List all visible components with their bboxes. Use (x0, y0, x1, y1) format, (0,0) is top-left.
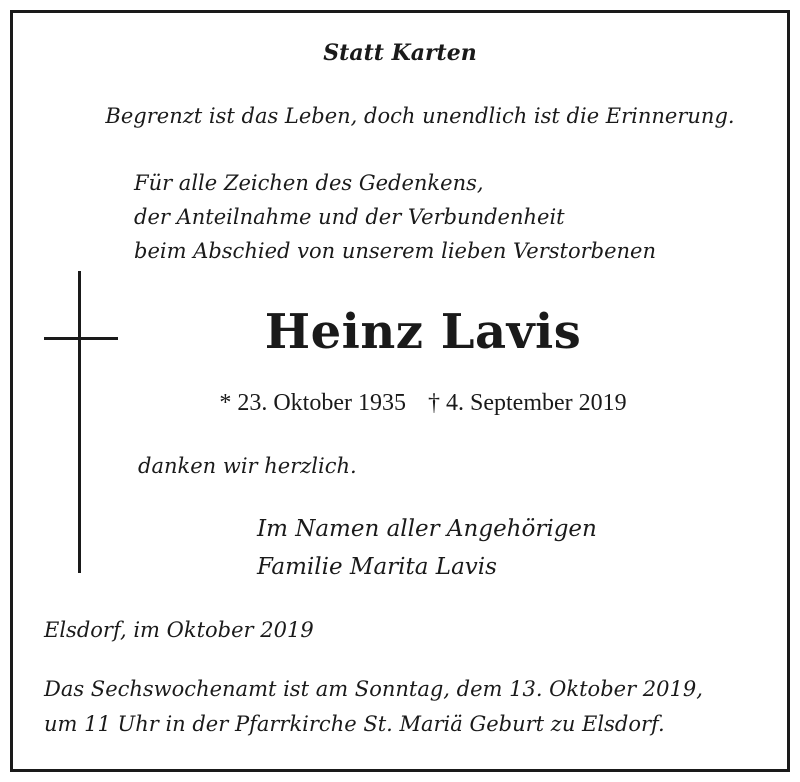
deceased-name: Heinz Lavis (264, 304, 582, 360)
intro-line: der Anteilnahme und der Verbundenheit (134, 205, 565, 229)
death-date: † 4. September 2019 (428, 390, 627, 416)
notice-line: Das Sechswochenamt ist am Sonntag, dem 13. Oktober 2019, (44, 677, 703, 701)
place-date: Elsdorf, im Oktober 2019 (44, 618, 314, 642)
motto: Begrenzt ist das Leben, doch unendlich ist die Erinnerung. (105, 104, 735, 128)
intro-text (134, 166, 656, 268)
family-line: Familie Marita Lavis (257, 554, 497, 580)
intro-line: beim Abschied von unserem lieben Verstorbenen (134, 239, 657, 263)
notice-line: um 11 Uhr in der Pfarrkirche St. Mariä Geburt zu Elsdorf. (44, 712, 665, 736)
header-statt-karten: Statt Karten (323, 40, 477, 66)
life-dates (0, 390, 800, 417)
intro-line: Für alle Zeichen des Gedenkens, (134, 171, 484, 195)
birth-date: * 23. Oktober 1935 (219, 390, 406, 416)
family-line: Im Namen aller Angehörigen (257, 516, 597, 542)
thanks-text: danken wir herzlich. (138, 454, 357, 478)
service-notice (44, 672, 703, 742)
family-signature (257, 510, 597, 586)
